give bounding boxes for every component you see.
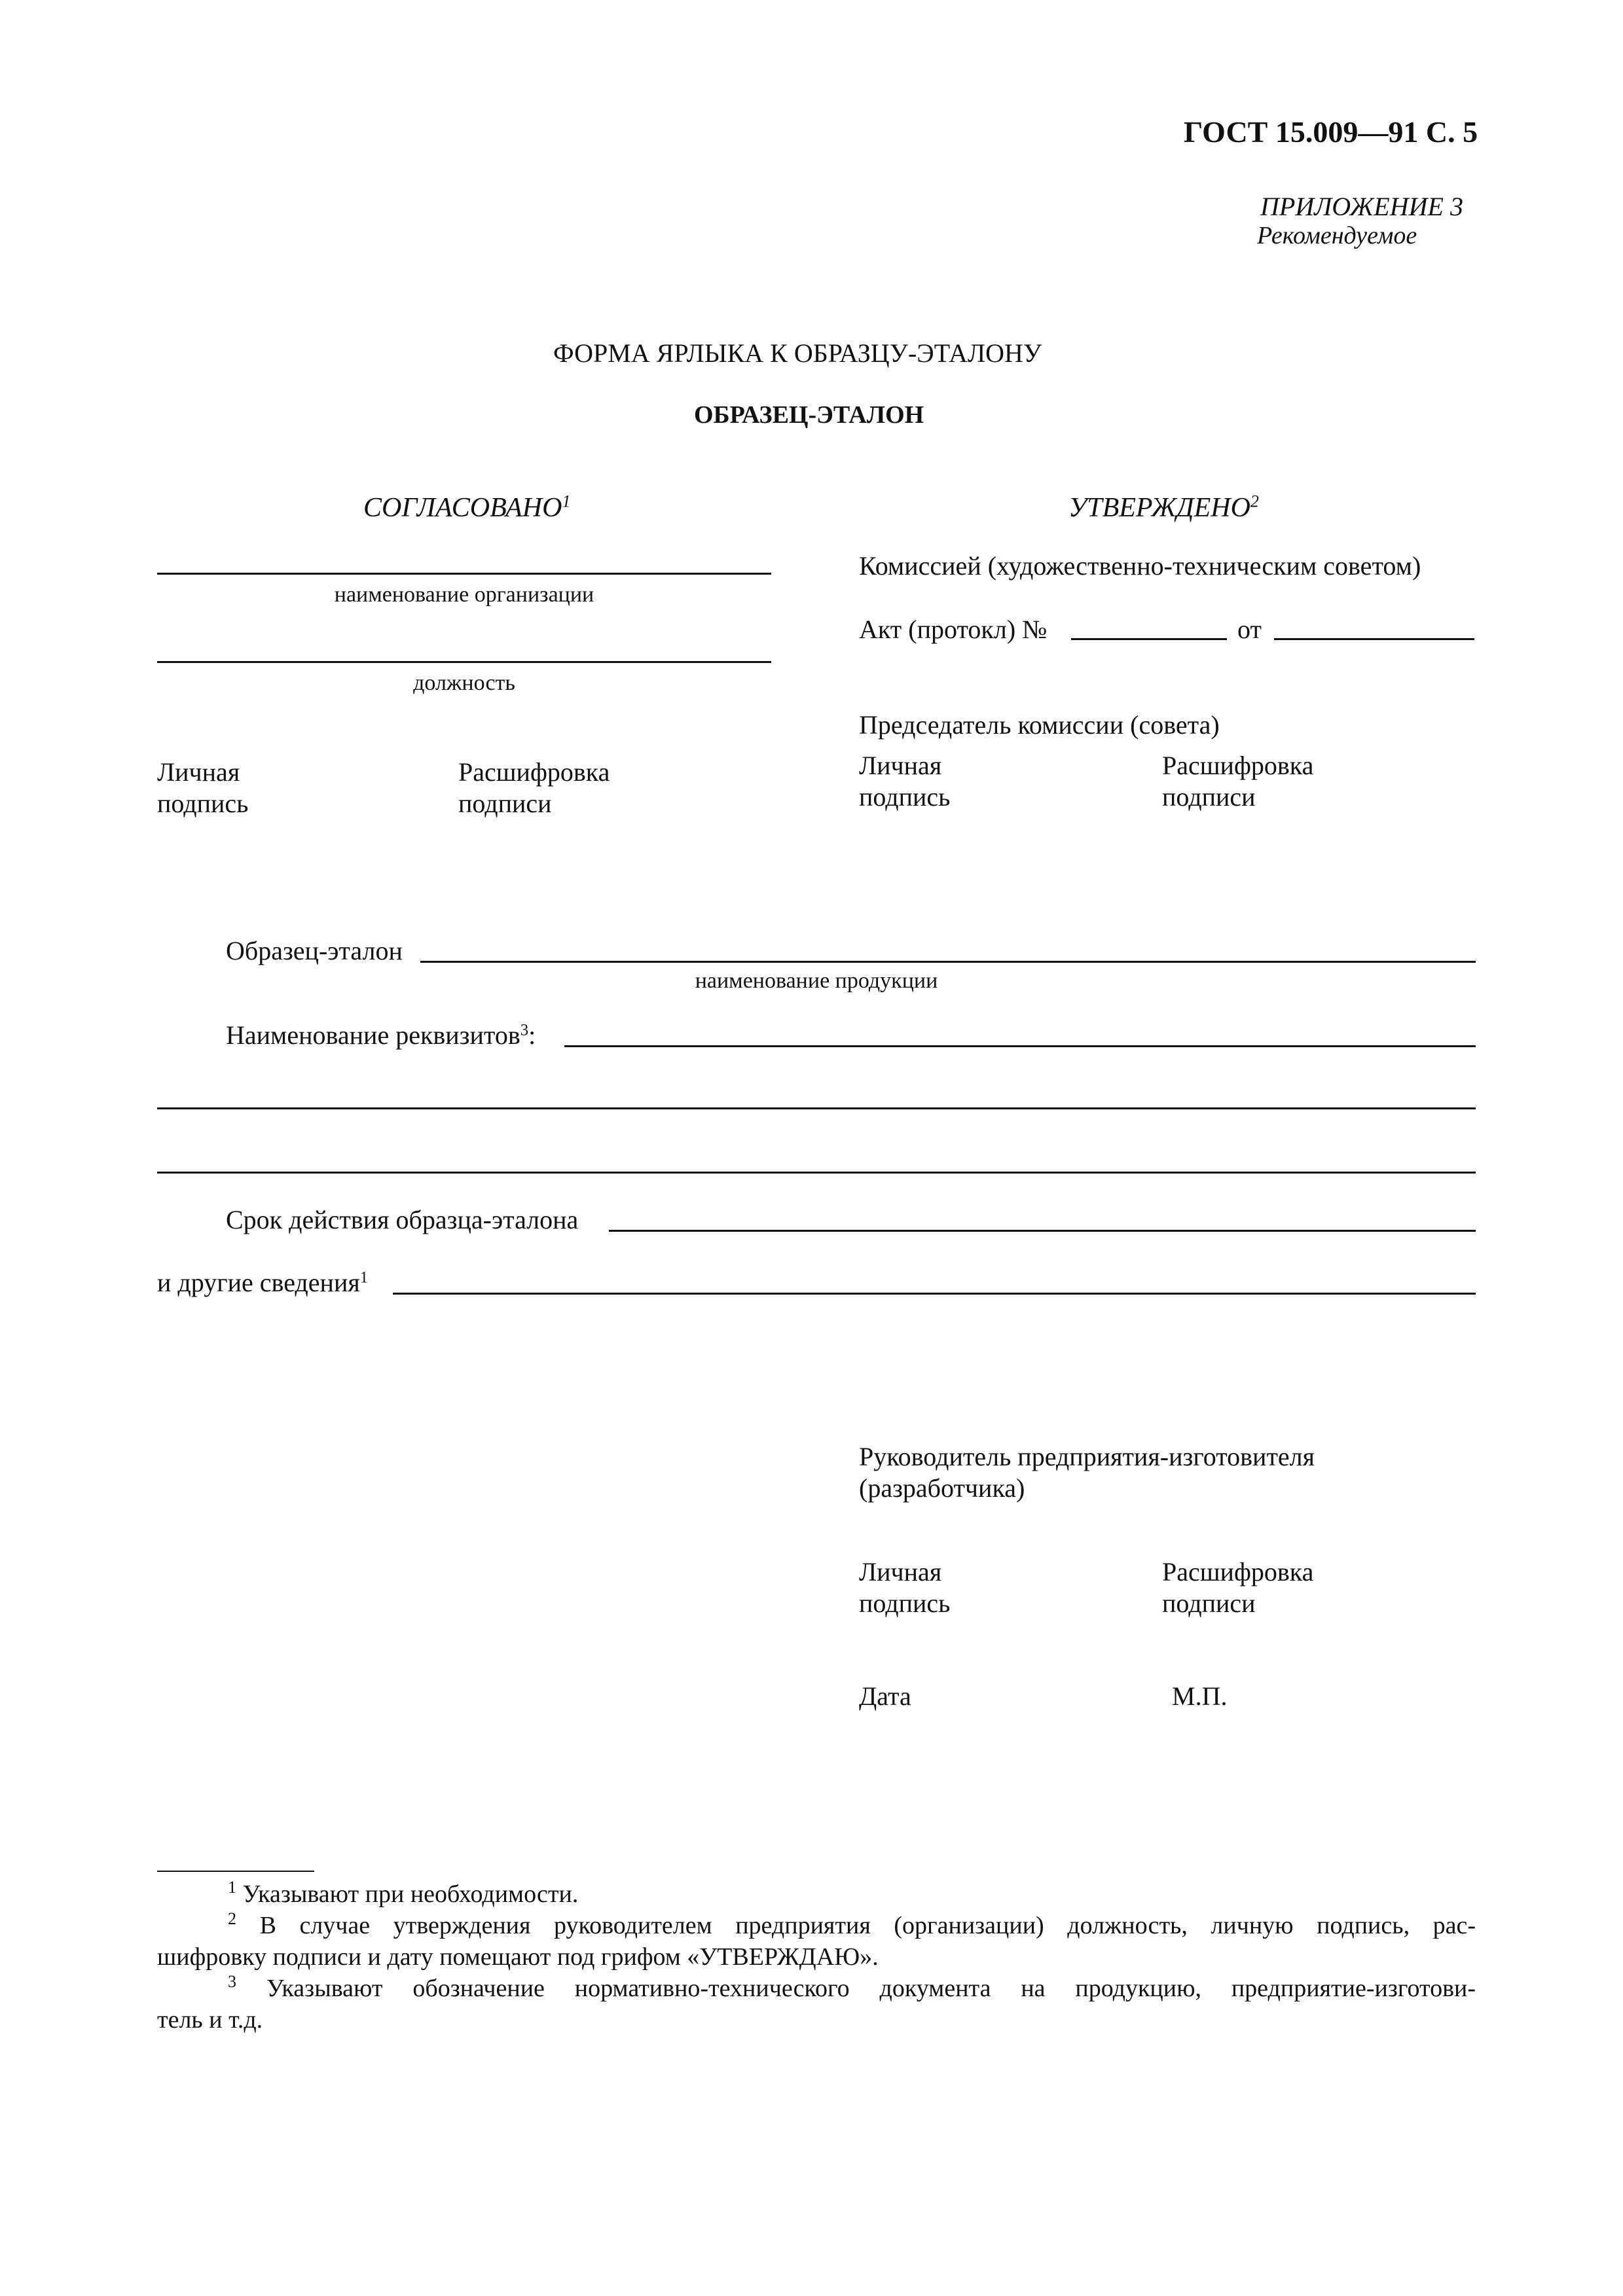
requisites-label: Наименование реквизитов$^3$: xyxy=(226,1020,536,1050)
approved-footnote-ref: 2 xyxy=(1250,492,1259,511)
manager-signature-label-1: Личная xyxy=(859,1557,942,1587)
manager-decode-label-2: подписи xyxy=(1162,1588,1256,1618)
footnote-separator xyxy=(157,1871,314,1872)
footnote-2-line-1: $^2$ В случае утверждения руководителем предприятия (организации) должность, личную подпись, рас- xyxy=(228,1909,1476,1939)
sample-label: Образец-эталон xyxy=(226,936,403,965)
validity-label: Срок действия образца-эталона xyxy=(226,1205,579,1234)
approved-decode-label-1: Расшифровка xyxy=(1162,751,1314,780)
manager-signature-label-2: подпись xyxy=(859,1588,951,1618)
agreed-signature-label-2: подпись xyxy=(157,789,249,818)
agreed-signature-label-1: Личная xyxy=(157,757,240,787)
act-number-line[interactable] xyxy=(1071,638,1227,640)
organization-line[interactable] xyxy=(157,573,771,575)
requisites-footnote-ref: 3 xyxy=(520,1021,529,1039)
other-info-footnote-ref: 1 xyxy=(359,1268,369,1287)
form-subtitle: ОБРАЗЕЦ-ЭТАЛОН xyxy=(694,401,924,429)
act-from-label: от xyxy=(1237,615,1262,644)
act-label: Акт (протокл) № xyxy=(859,615,1048,644)
footnote-3-line-2: тель и т.д. xyxy=(157,2006,263,2034)
agreed-heading: СОГЛАСОВАНО$^1$ xyxy=(363,492,571,523)
footnote-3-number: 3 xyxy=(228,1972,236,1991)
requisites-line-3[interactable] xyxy=(157,1172,1476,1174)
approved-signature-label-1: Личная xyxy=(859,751,942,780)
gost-page-header: ГОСТ 15.009—91 С. 5 xyxy=(1184,115,1478,149)
approved-heading: УТВЕРЖДЕНО$^2$ xyxy=(1068,492,1259,523)
date-label: Дата xyxy=(859,1681,911,1711)
footnote-3-line-1: $^3$ Указывают обозначение нормативно-технического документа на продукцию, предприятие-изготови- xyxy=(228,1972,1476,2002)
organization-caption: наименование организации xyxy=(334,583,594,607)
footnote-1: $^1$ Указывают при необходимости. xyxy=(228,1878,579,1908)
validity-line[interactable] xyxy=(609,1230,1476,1232)
footnote-1-number: 1 xyxy=(228,1878,236,1897)
act-date-line[interactable] xyxy=(1274,638,1474,640)
requisites-line-2[interactable] xyxy=(157,1107,1476,1109)
chairman-label: Председатель комиссии (совета) xyxy=(859,710,1220,740)
form-title: ФОРМА ЯРЛЫКА К ОБРАЗЦУ-ЭТАЛОНУ xyxy=(553,338,1042,368)
manager-decode-label-1: Расшифровка xyxy=(1162,1557,1314,1587)
manager-title-2: (разработчика) xyxy=(859,1473,1025,1503)
appendix-label: ПРИЛОЖЕНИЕ 3 xyxy=(1260,192,1463,221)
position-caption: должность xyxy=(413,671,515,695)
agreed-decode-label-1: Расшифровка xyxy=(458,757,610,787)
agreed-decode-label-2: подписи xyxy=(458,789,552,818)
sample-line[interactable] xyxy=(420,961,1476,963)
footnote-2-line-2: шифровку подписи и дату помещают под грифом «УТВЕРЖДАЮ». xyxy=(157,1943,879,1971)
position-line[interactable] xyxy=(157,661,771,663)
seal-label: М.П. xyxy=(1172,1681,1228,1711)
manager-title-1: Руководитель предприятия-изготовителя xyxy=(859,1442,1315,1471)
product-caption: наименование продукции xyxy=(695,969,938,993)
other-info-label: и другие сведения$^1$ xyxy=(157,1268,369,1297)
commission-text: Комиссией (художественно-техническим советом) xyxy=(859,551,1421,581)
requisites-line-1[interactable] xyxy=(564,1045,1476,1047)
approved-decode-label-2: подписи xyxy=(1162,782,1256,812)
other-info-line[interactable] xyxy=(393,1293,1476,1295)
approved-signature-label-2: подпись xyxy=(859,782,951,812)
recommended-label: Рекомендуемое xyxy=(1257,222,1417,249)
footnote-2-number: 2 xyxy=(228,1909,236,1928)
agreed-footnote-ref: 1 xyxy=(562,492,571,511)
